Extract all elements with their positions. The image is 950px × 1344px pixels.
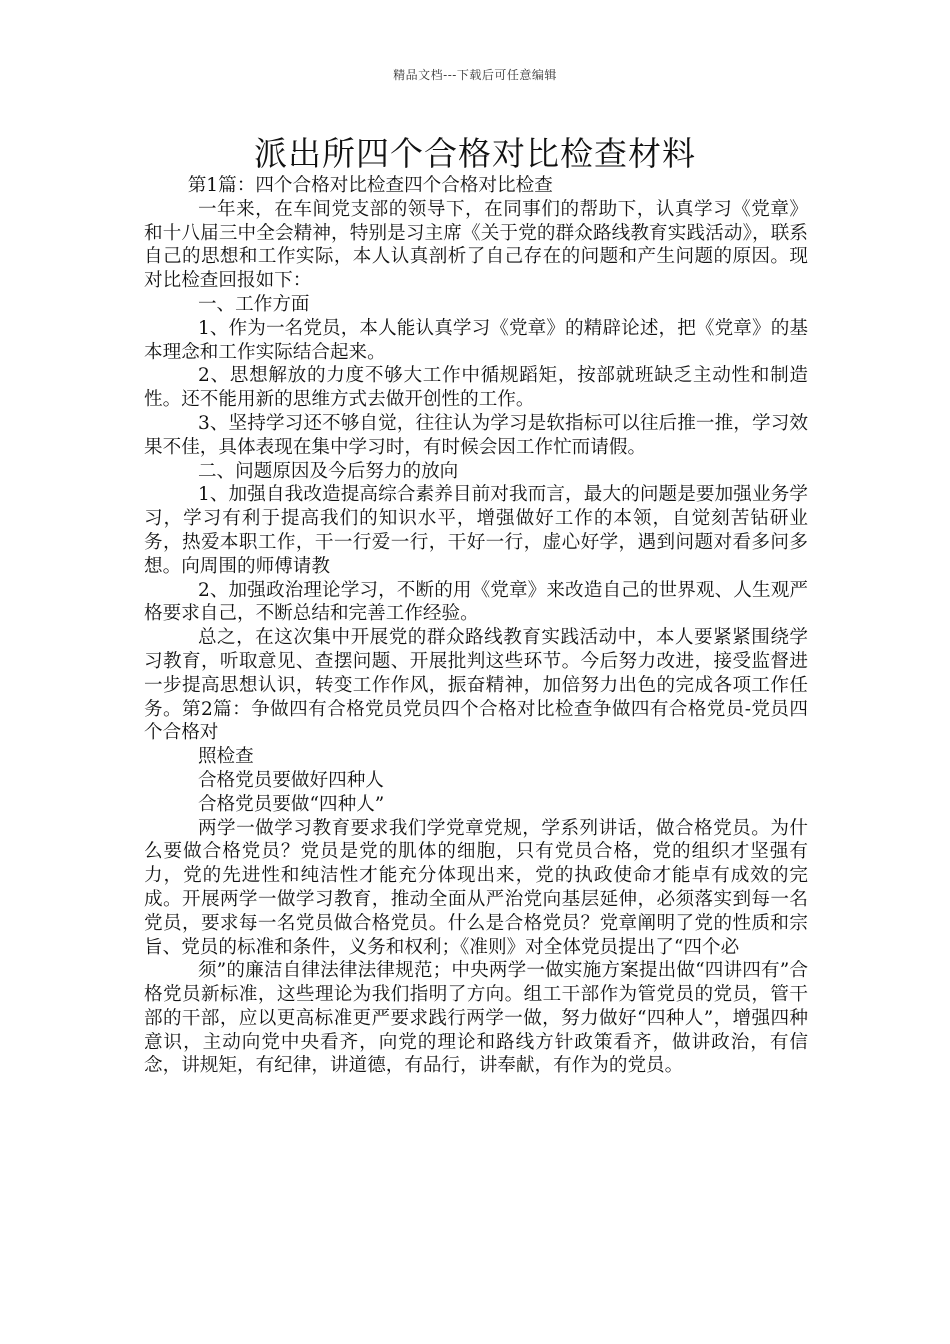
subheading: 合格党员要做“四种人” (197, 793, 385, 815)
article-heading-1: 第1篇：四个合格对比检查四个合格对比检查 (187, 175, 553, 196)
document-title: 派出所四个合格对比检查材料 (254, 134, 696, 173)
paragraph: 2、加强政治理论学习，不断的用《党章》来改造自己的世界观、人生观严格要求自己，不断总结和完善工作经验。 (144, 579, 808, 625)
paragraph: 照检查 (197, 746, 254, 768)
paragraph: 1、作为一名党员，本人能认真学习《党章》的精辟论述，把《党章》的基本理念和工作实际结合起来。 (144, 317, 808, 363)
paragraph: 两学一做学习教育要求我们学党章党规，学系列讲话，做合格党员。为什么要做合格党员？党员是党的肌体的细胞，只有党员合格，党的组织才坚强有力，党的先进性和纯洁性才能充分体现出来，党的执政使命才能卓有成效的完成。开展两学一做学习教育，推动全面从严治党向基层延伸，必须落实到每一名党员，要求每一名党员做合格党员。什么是合格党员？党章阐明了党的性质和宗旨、党员的标准和条件，义务和权利；《准则》对全体党员提出了“四个必 (144, 817, 808, 958)
paragraph: 须”的廉洁自律法律法律规范；中央两学一做实施方案提出做“四讲四有”合格党员新标准，这些理论为我们指明了方向。组工干部作为管党员的党员，管干部的干部，应以更高标准更严要求践行两学一做，努力做好“四种人”，增强四种意识，主动向党中央看齐，向党的理论和路线方针政策看齐，做讲政治，有信念，讲规矩，有纪律，讲道德，有品行，讲奉献，有作为的党员。 (144, 960, 808, 1077)
paragraph: 3、坚持学习还不够自觉，往往认为学习是软指标可以往后推一推，学习效果不佳，具体表现在集中学习时，有时候会因工作忙而请假。 (144, 412, 808, 458)
section-heading: 二、问题原因及今后努力的放向 (197, 460, 459, 482)
paragraph: 总之，在这次集中开展党的群众路线教育实践活动中，本人要紧紧围绕学习教育，听取意见、查摆问题、开展批判这些环节。今后努力改进，接受监督进一步提高思想认识，转变工作作风，振奋精神，加倍努力出色的完成各项工作任务。第2篇：争做四有合格党员党员四个合格对比检查争做四有合格党员-党员四个合格对 (144, 627, 808, 744)
paragraph: 一年来，在车间党支部的领导下，在同事们的帮助下，认真学习《党章》和十八届三中全会精神，特别是习主席《关于党的群众路线教育实践活动》，联系自己的思想和工作实际，本人认真剖析了自己存在的问题和产生问题的原因。现对比检查回报如下： (144, 198, 808, 292)
header-note: 精品文档---下载后可任意编辑 (393, 68, 557, 82)
paragraph: 2、思想解放的力度不够大工作中循规蹈矩，按部就班缺乏主动性和制造性。还不能用新的思维方式去做开创性的工作。 (144, 365, 808, 411)
document-body (144, 174, 808, 1078)
section-heading: 一、工作方面 (197, 293, 310, 315)
subheading: 合格党员要做好四种人 (197, 769, 384, 791)
paragraph: 1、加强自我改造提高综合素养目前对我而言，最大的问题是要加强业务学习，学习有利于提高我们的知识水平，增强做好工作的本领，自觉刻苦钻研业务，热爱本职工作，干一行爱一行，干好一行，虚心好学，遇到问题对看多问多想。向周围的师傅请教 (144, 484, 808, 577)
